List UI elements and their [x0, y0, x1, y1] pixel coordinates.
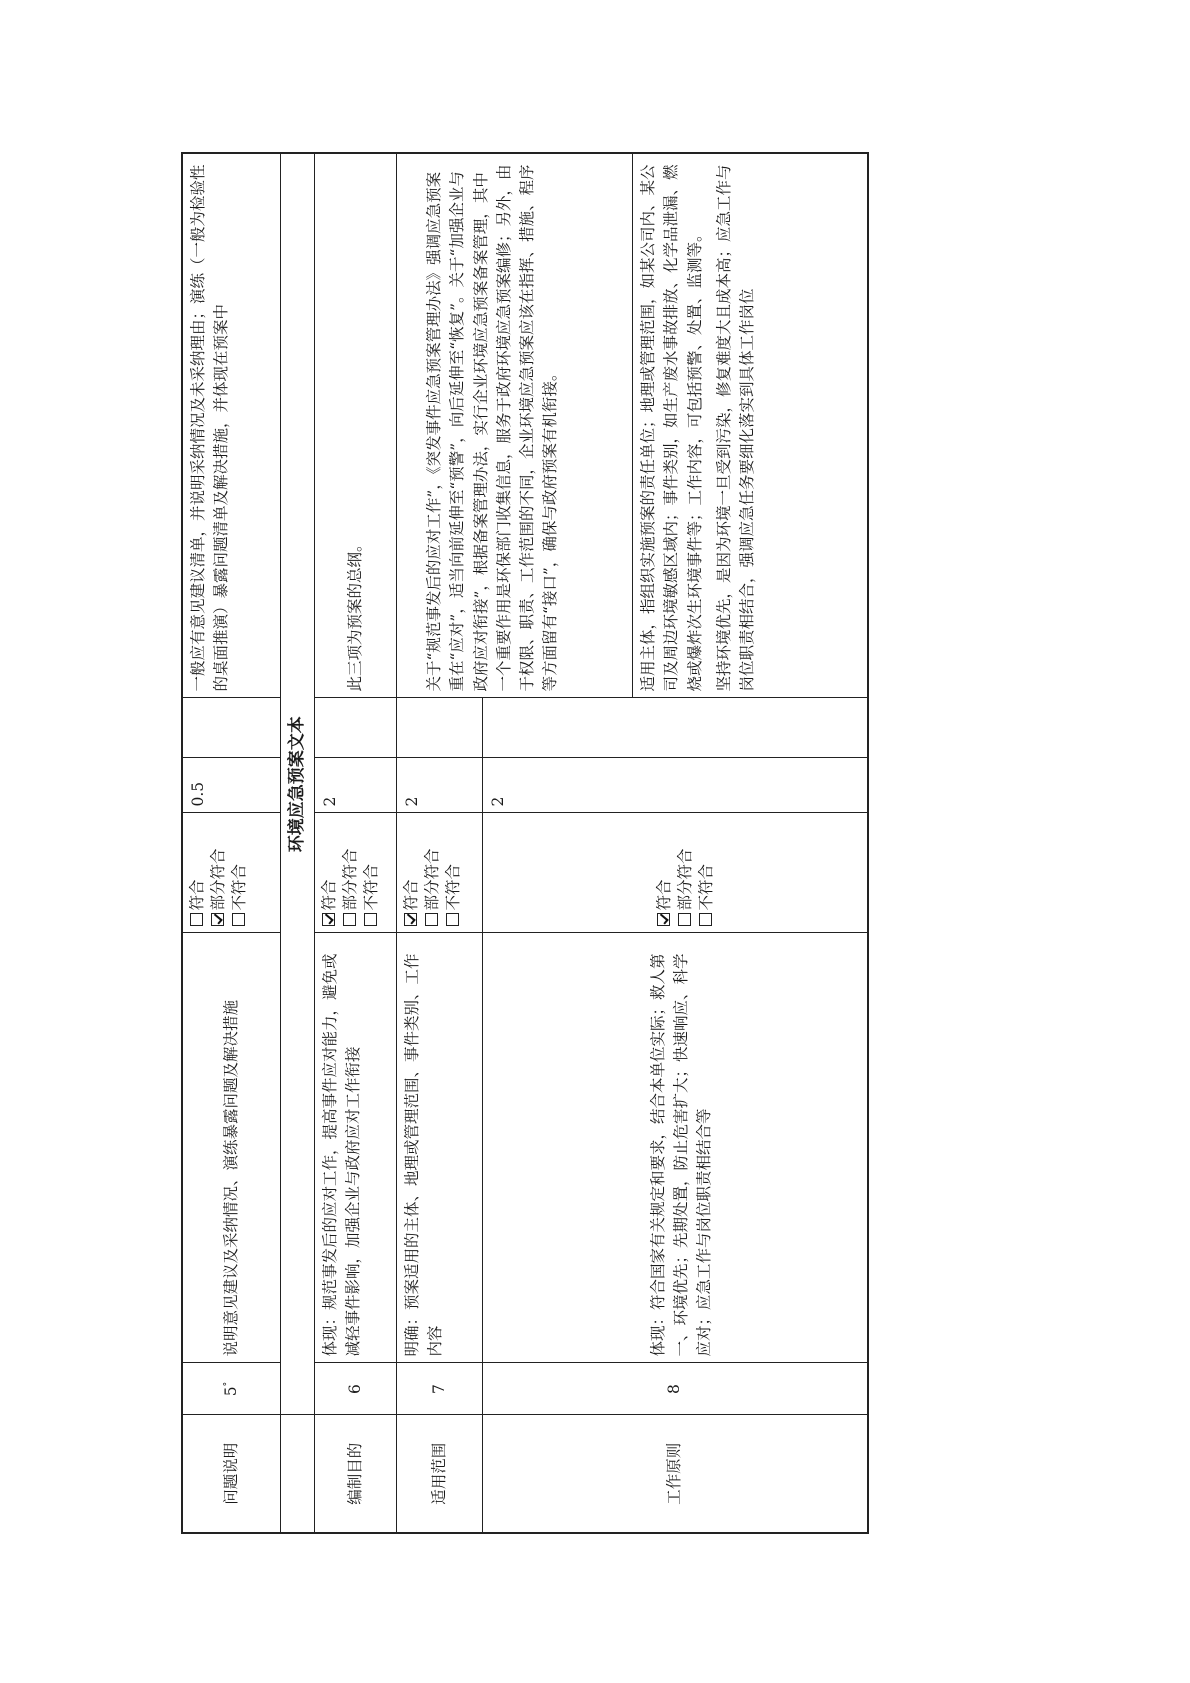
content-principle: 体现：符合国家有关规定和要求，结合本单位实际；救人第一、环境优先；先期处置，防止危害扩大；快速响应、科学应对；应急工作与岗位职责相结合等	[483, 933, 868, 1363]
option-conform[interactable]	[401, 820, 422, 927]
score-problem: 0.5	[182, 758, 280, 813]
checkbox-checked-icon[interactable]	[211, 914, 224, 927]
remark-purpose: 此三项为预案的总纲。	[315, 153, 397, 698]
option-label: 符合	[188, 879, 206, 911]
option-label: 部分符合	[208, 848, 227, 911]
score-principle: 2	[483, 758, 868, 813]
option-nonconform[interactable]	[443, 820, 464, 927]
score-scope: 2	[397, 758, 483, 813]
option-label: 部分符合	[340, 848, 359, 911]
option-label: 符合	[402, 879, 420, 911]
number-problem	[182, 1363, 280, 1415]
item-problem: 问题说明	[182, 1415, 280, 1533]
checkbox-checked-icon[interactable]	[322, 914, 335, 927]
option-partial[interactable]	[422, 820, 443, 927]
remark-problem: 一般应有意见建议清单，并说明采纳情况及未采纳理由；演练（一般为检验性的桌面推演）暴露问题清单及解决措施，并体现在预案中	[182, 153, 280, 698]
number-problem-value: 5	[221, 1386, 240, 1397]
option-label: 不符合	[229, 863, 248, 911]
remark-scope-text: 关于“规范事发后的应对工作”，《突发事件应急预案管理办法》强调应急预案重在“应对”，适当向前延伸至“预警”，向后延伸至“恢复”。关于“加强企业与政府应对衔接”，根据备案管理办法，实行企业环境应急预案备案管理，其中一个重要作用是环保部门收集信息，服务于政府环境应急预案编修；另外，由于权限、职责、工作范围的不同，企业环境应急预案应该在指挥、措施、程序等方面留有“接口”，确保与政府预案有机衔接。	[425, 164, 560, 692]
option-label: 部分符合	[422, 848, 441, 911]
option-conform[interactable]	[319, 820, 340, 927]
option-nonconform[interactable]	[229, 820, 250, 927]
options-problem	[182, 813, 280, 933]
content-problem: 说明意见建议及采纳情况、演练暴露问题及解决措施	[182, 933, 280, 1363]
table-row-scope	[397, 153, 483, 1533]
number-purpose: 6	[315, 1363, 397, 1415]
checkbox-icon[interactable]	[343, 914, 356, 927]
checkbox-icon[interactable]	[699, 914, 712, 927]
number-principle: 8	[483, 1363, 868, 1415]
option-label: 符合	[654, 879, 673, 911]
option-nonconform[interactable]	[696, 820, 717, 927]
option-label: 不符合	[361, 863, 380, 911]
checkbox-icon[interactable]	[678, 914, 691, 927]
content-scope: 明确：预案适用的主体、地理或管理范围、事件类别、工作内容	[397, 933, 483, 1363]
score-purpose: 2	[315, 758, 397, 813]
option-label: 部分符合	[675, 848, 694, 911]
section-title: 环境应急预案文本	[280, 153, 315, 1415]
option-conform[interactable]	[187, 820, 208, 927]
option-conform[interactable]	[654, 820, 675, 927]
rotated-table-wrapper	[181, 154, 866, 1534]
option-label: 不符合	[443, 863, 462, 911]
remark-scope	[397, 153, 633, 698]
remark-principle	[633, 153, 868, 698]
blank-problem	[182, 698, 280, 758]
options-principle	[483, 813, 868, 933]
options-purpose	[315, 813, 397, 933]
table-row-purpose	[315, 153, 397, 1533]
option-partial[interactable]	[340, 820, 361, 927]
checkbox-icon[interactable]	[364, 914, 377, 927]
option-partial[interactable]	[675, 820, 696, 927]
checkbox-icon[interactable]	[425, 914, 438, 927]
blank-purpose	[315, 698, 397, 758]
option-partial[interactable]	[208, 820, 229, 927]
option-nonconform[interactable]	[361, 820, 382, 927]
remark-principle-text-1: 适用主体，指组织实施预案的责任单位；地理或管理范围，如某公司内、某公司及周边环境敏感区域内；事件类别，如生产废水事故排放、化学品泄漏、燃烧或爆炸次生环境事件等；工作内容，可包括预警、处置、监测等。	[639, 164, 704, 692]
options-scope	[397, 813, 483, 933]
blank-principle	[483, 698, 868, 758]
blank-scope	[397, 698, 483, 758]
option-label: 符合	[320, 879, 338, 911]
number-problem-sup: °	[222, 1381, 233, 1387]
section-row	[280, 153, 315, 1533]
content-purpose: 体现：规范事发后的应对工作，提高事件应对能力，避免或减轻事件影响，加强企业与政府应对工作衔接	[315, 933, 397, 1363]
checkbox-checked-icon[interactable]	[404, 914, 417, 927]
checkbox-checked-icon[interactable]	[657, 914, 670, 927]
checkbox-icon[interactable]	[190, 914, 203, 927]
section-left-blank	[280, 1415, 315, 1533]
item-scope: 适用范围	[397, 1415, 483, 1533]
checkbox-icon[interactable]	[446, 914, 459, 927]
table-row-problem	[182, 153, 280, 1533]
item-purpose: 编制目的	[315, 1415, 397, 1533]
assessment-table	[181, 152, 869, 1534]
remark-principle-text-2: 坚持环境优先，是因为环境一旦受到污染，修复难度大且成本高；应急工作与岗位职责相结合，强调应急任务要细化落实到具体工作岗位	[714, 164, 756, 692]
item-principle: 工作原则	[483, 1415, 868, 1533]
checkbox-icon[interactable]	[232, 914, 245, 927]
option-label: 不符合	[696, 863, 715, 911]
number-scope: 7	[397, 1363, 483, 1415]
